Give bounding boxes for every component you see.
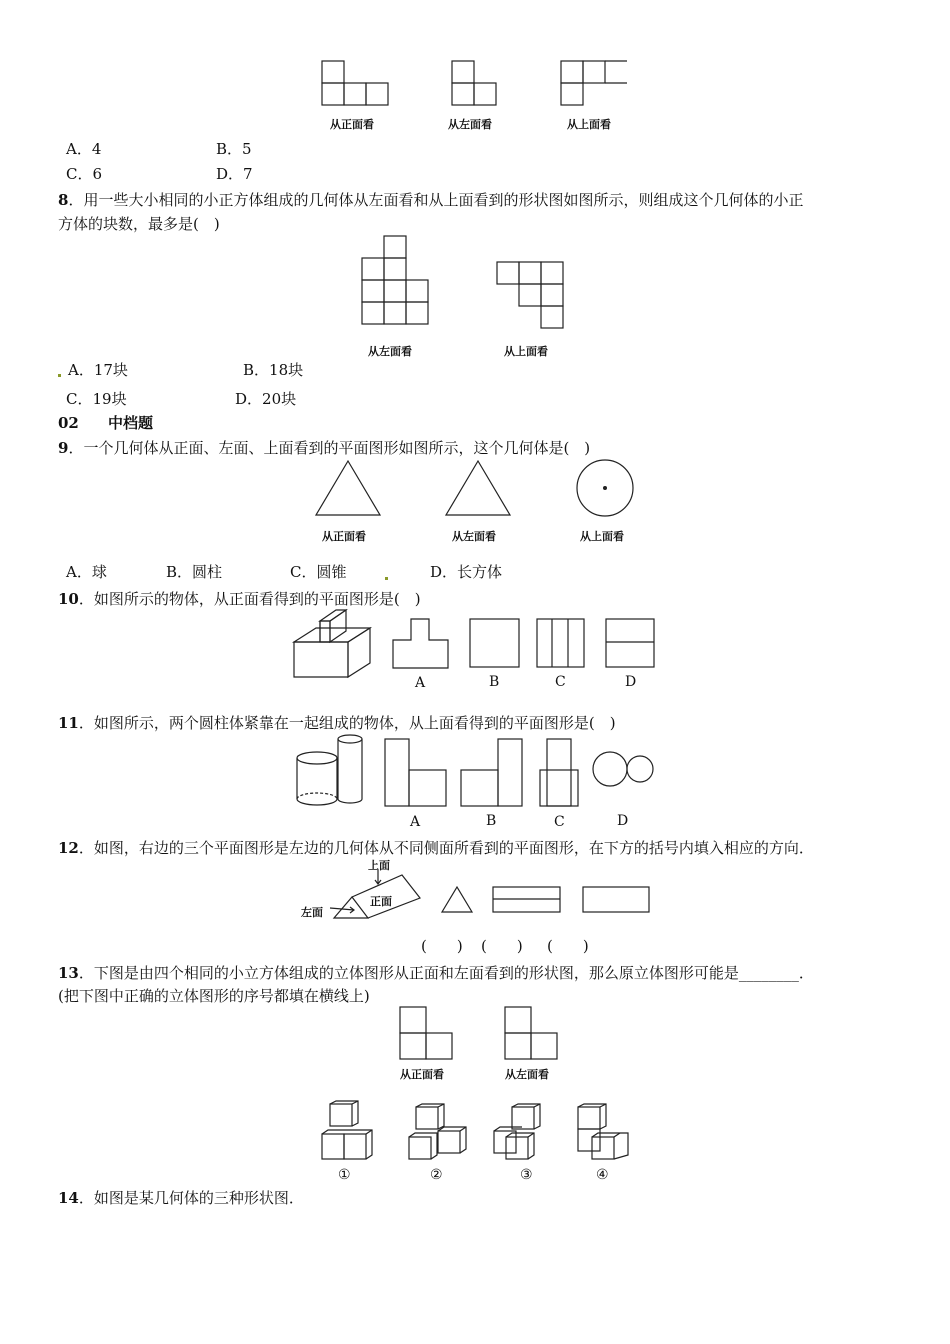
q10-option-b-figure (469, 618, 521, 670)
q11-cylinders-figure (296, 733, 366, 807)
q11-option-a-figure (384, 738, 448, 808)
q10-text: 10．如图所示的物体，从正面看得到的平面图形是( ) (58, 590, 421, 608)
q7-front-view-figure (322, 61, 390, 107)
q13-text-line2: (把下图中正确的立体图形的序号都填在横线上) (58, 987, 370, 1005)
q8-option-b: B．18块 (243, 361, 304, 379)
q7-option-b: B．5 (216, 140, 252, 158)
q13-number-2: ② (430, 1167, 443, 1183)
q13-caption-front: 从正面看 (400, 1068, 444, 1081)
q10-3d-object-figure (294, 609, 376, 681)
q12-blank-1[interactable]: ( ) (421, 937, 463, 955)
q13-left-view-figure (504, 1006, 560, 1060)
q8-number: 8 (58, 191, 69, 209)
q8-option-c: C．19块 (66, 390, 127, 408)
q7-left-view-figure (452, 61, 498, 107)
q12-rect-view (582, 886, 652, 914)
q7-caption-left: 从左面看 (448, 118, 492, 131)
q7-caption-front: 从正面看 (330, 118, 374, 131)
q8-text-line2: 方体的块数，最多是( ) (58, 215, 220, 233)
q11-number: 11 (58, 714, 79, 732)
q9-caption-left: 从左面看 (452, 530, 496, 543)
q9-number: 9 (58, 439, 69, 457)
q14-number: 14 (58, 1189, 79, 1207)
q13-text-line1: 13．下图是由四个相同的小立方体组成的立体图形从正面和左面看到的形状图，那么原立体图形可能是________． (58, 964, 814, 982)
q10-label-d: D (625, 674, 637, 690)
q9-text: 9．一个几何体从正面、左面、上面看到的平面图形如图所示，这个几何体是( ) (58, 439, 591, 457)
q12-blank-3[interactable]: ( ) (547, 937, 589, 955)
q13-caption-left: 从左面看 (505, 1068, 549, 1081)
section-number: 02 (58, 414, 79, 432)
q13-number-3: ③ (520, 1167, 533, 1183)
q9-option-c: C．圆锥 (290, 563, 347, 581)
q10-label-c: C (555, 674, 566, 690)
q8-caption-left: 从左面看 (368, 345, 412, 358)
q13-front-view-figure (399, 1006, 455, 1060)
q9-margin-mark (385, 577, 388, 580)
q8-option-a: A．17块 (68, 361, 128, 379)
q13-option-1-cubes (320, 1101, 376, 1163)
q12-label-top: 上面 (368, 859, 390, 872)
q7-top-view-figure (561, 61, 629, 107)
q9-option-d: D．长方体 (430, 563, 503, 581)
q9-left-view-triangle (446, 460, 512, 518)
q13-number-4: ④ (596, 1167, 609, 1183)
q9-top-view-circle (576, 459, 634, 517)
q10-label-a: A (415, 675, 426, 691)
q11-text: 11．如图所示，两个圆柱体紧靠在一起组成的物体，从上面看得到的平面图形是( ) (58, 714, 616, 732)
q10-label-b: B (489, 674, 500, 690)
q11-label-c: C (554, 814, 565, 830)
q12-blank-2[interactable]: ( ) (481, 937, 523, 955)
q12-label-left: 左面 (301, 906, 323, 919)
q11-label-d: D (617, 813, 629, 829)
q9-option-a: A．球 (66, 563, 107, 581)
q11-option-c-figure (539, 738, 581, 808)
q12-number: 12 (58, 839, 79, 857)
q11-option-d-figure (592, 750, 656, 790)
q14-text: 14．如图是某几何体的三种形状图． (58, 1189, 304, 1207)
q13-number-1: ① (338, 1167, 351, 1183)
q8-left-view-figure (362, 236, 430, 328)
section-title: 中档题 (108, 414, 154, 432)
q8-caption-top: 从上面看 (504, 345, 548, 358)
q12-label-front: 正面 (370, 895, 392, 908)
q9-option-b: B．圆柱 (166, 563, 223, 581)
q12-text: 12．如图，右边的三个平面图形是左边的几何体从不同侧面所看到的平面图形，在下方的括号内填入相应的方向． (58, 839, 814, 857)
q8-top-view-figure (497, 262, 565, 330)
q9-caption-front: 从正面看 (322, 530, 366, 543)
q7-option-d: D．7 (216, 165, 253, 183)
q8-margin-mark (58, 374, 61, 377)
q10-option-d-figure (605, 618, 657, 670)
q8-text-line1: 8．用一些大小相同的小正方体组成的几何体从左面看和从上面看到的形状图如图所示，则组成这个几何体的小正 (58, 191, 804, 209)
q7-option-a: A．4 (66, 140, 102, 158)
q10-option-a-figure (393, 618, 449, 670)
q11-label-a: A (410, 814, 421, 830)
q12-rect-with-line-view (492, 886, 562, 914)
q13-option-4-cubes (576, 1101, 636, 1163)
q9-caption-top: 从上面看 (580, 530, 624, 543)
q9-front-view-triangle (316, 460, 382, 518)
q13-option-3-cubes (492, 1101, 552, 1163)
q13-number: 13 (58, 964, 79, 982)
q11-option-b-figure (460, 738, 524, 808)
q10-option-c-figure (536, 618, 586, 670)
q7-option-c: C．6 (66, 165, 103, 183)
q13-option-2-cubes (408, 1101, 468, 1163)
q11-label-b: B (486, 813, 497, 829)
q7-caption-top: 从上面看 (567, 118, 611, 131)
q10-number: 10 (58, 590, 79, 608)
q12-triangle-view (442, 886, 474, 914)
q8-option-d: D．20块 (235, 390, 297, 408)
